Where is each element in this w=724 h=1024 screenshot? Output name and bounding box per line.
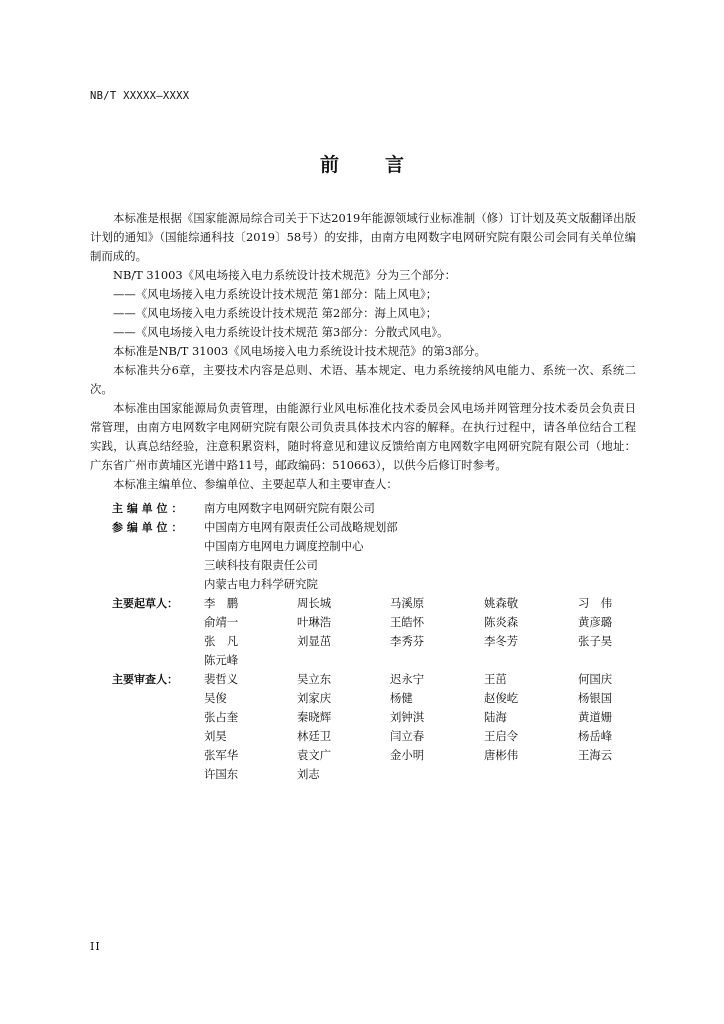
paragraph-contributors-intro: 本标准主编单位、参编单位、主要起草人和主要审查人： — [113, 477, 398, 491]
reviewer-name: 王启令 — [484, 729, 519, 743]
paragraph-part-1: ——《风电场接入电力系统设计技术规范 第1部分：陆上风电》； — [113, 287, 438, 301]
paragraph-basis: 本标准是根据《国家能源局综合司关于下达2019年能源领域行业标准制（修）订计划及英文版翻译出版计划的通知》（国能综通科技〔2019〕58号）的安排，由南方电网数字电网研究院有限公司会同有关单位编制而成的。 — [90, 211, 636, 263]
chief-unit-row — [112, 499, 642, 518]
paragraph-management: 本标准由国家能源局负责管理，由能源行业风电标准化技术委员会风电场并网管理分技术委员会负责日常管理，由南方电网数字电网研究院有限公司负责具体技术内容的解释。在执行过程中，请各单位结合工程实践，认真总结经验，注意积累资料，随时将意见和建议反馈给南方电网数字电网研究院有限公司（地址：广东省广州市黄埔区光谱中路11号，邮政编码：510663），以供今后修订时参考。 — [90, 401, 636, 472]
drafters-name-row — [204, 594, 644, 613]
page-title — [0, 150, 724, 177]
participating-units-label: 参 编 单 位 ： — [112, 521, 183, 534]
drafter-name: 王皓怀 — [390, 615, 425, 629]
reviewers-name-row — [204, 746, 644, 765]
paragraph-parts-intro: NB/T 31003《风电场接入电力系统设计技术规范》分为三个部分： — [113, 268, 457, 282]
drafter-name: 习 伟 — [578, 596, 613, 610]
paragraph-this-part: 本标准是NB/T 31003《风电场接入电力系统设计技术规范》的第3部分。 — [113, 344, 487, 358]
drafters-label: 主要起草人： — [112, 597, 178, 610]
participating-units-row — [112, 518, 642, 594]
foreword-body — [90, 209, 636, 494]
reviewer-name: 王海云 — [578, 748, 613, 762]
reviewer-name: 杨健 — [390, 691, 413, 705]
reviewer-name: 刘钟淇 — [390, 710, 425, 724]
drafter-name: 张子昊 — [578, 634, 613, 648]
reviewers-name-row — [204, 727, 644, 746]
reviewer-name: 刘志 — [297, 767, 320, 781]
reviewer-name: 王茁 — [484, 672, 507, 686]
drafter-name: 李秀芬 — [390, 634, 425, 648]
drafter-name: 马溪原 — [390, 596, 425, 610]
title-char-2: 言 — [385, 154, 405, 176]
reviewer-name: 金小明 — [390, 748, 425, 762]
drafter-name: 刘显茁 — [297, 634, 332, 648]
reviewer-name: 林廷卫 — [297, 729, 332, 743]
participating-unit: 中国南方电网电力调度控制中心 — [204, 539, 364, 553]
reviewer-name: 裴哲义 — [204, 672, 239, 686]
drafter-name: 李 鹏 — [204, 596, 239, 610]
participating-unit: 中国南方电网有限责任公司战略规划部 — [204, 520, 398, 534]
drafter-name: 叶琳浩 — [297, 615, 332, 629]
reviewer-name: 杨岳峰 — [578, 729, 613, 743]
reviewer-name: 刘昊 — [204, 729, 227, 743]
reviewer-name: 刘家庆 — [297, 691, 332, 705]
reviewers-name-row — [204, 689, 644, 708]
reviewer-name: 袁文广 — [297, 748, 332, 762]
chief-unit-value: 南方电网数字电网研究院有限公司 — [204, 501, 375, 515]
participating-unit: 三峡科技有限责任公司 — [204, 558, 318, 572]
reviewer-name: 闫立春 — [390, 729, 425, 743]
reviewers-list — [204, 670, 644, 784]
reviewer-name: 吴俊 — [204, 691, 227, 705]
participating-units-list — [204, 518, 644, 594]
drafters-list — [204, 594, 644, 670]
page-number: II — [90, 940, 101, 953]
drafter-name: 周长城 — [297, 596, 332, 610]
reviewers-row — [112, 670, 642, 784]
reviewers-name-row — [204, 708, 644, 727]
drafters-row — [112, 594, 642, 670]
reviewer-name: 迟永宁 — [390, 672, 425, 686]
drafters-name-row — [204, 632, 644, 651]
reviewer-name: 唐彬伟 — [484, 748, 519, 762]
paragraph-chapters: 本标准共分6章，主要技术内容是总则、术语、基本规定、电力系统接纳风电能力、系统一次、系统二次。 — [90, 363, 636, 396]
chief-unit-label: 主 编 单 位 ： — [112, 502, 183, 515]
document-code: NB/T XXXXX—XXXX — [90, 90, 190, 102]
drafter-name: 姚森敬 — [484, 596, 519, 610]
reviewer-name: 赵俊屹 — [484, 691, 519, 705]
reviewer-name: 吴立东 — [297, 672, 332, 686]
drafter-name: 俞靖一 — [204, 615, 239, 629]
participating-unit: 内蒙古电力科学研究院 — [204, 577, 318, 591]
drafter-name: 黄彦璐 — [578, 615, 613, 629]
reviewer-name: 黄道姗 — [578, 710, 613, 724]
drafter-name: 陈炎森 — [484, 615, 519, 629]
reviewer-name: 杨银国 — [578, 691, 613, 705]
reviewer-name: 何国庆 — [578, 672, 613, 686]
drafters-name-row — [204, 613, 644, 632]
reviewer-name: 张占奎 — [204, 710, 239, 724]
drafter-name: 陈元峰 — [204, 653, 239, 667]
reviewer-name: 许国东 — [204, 767, 239, 781]
drafter-name: 李冬芳 — [484, 634, 519, 648]
contributors-roster — [112, 499, 642, 784]
reviewers-name-row — [204, 670, 644, 689]
paragraph-part-2: ——《风电场接入电力系统设计技术规范 第2部分：海上风电》； — [113, 306, 438, 320]
reviewers-label: 主要审查人： — [112, 673, 178, 686]
reviewers-name-row — [204, 765, 644, 784]
paragraph-part-3: ——《风电场接入电力系统设计技术规范 第3部分：分散式风电》。 — [113, 325, 449, 339]
drafter-name: 张 凡 — [204, 634, 239, 648]
reviewer-name: 陆海 — [484, 710, 507, 724]
drafters-name-row — [204, 651, 644, 670]
title-char-1: 前 — [319, 154, 339, 176]
reviewer-name: 张军华 — [204, 748, 239, 762]
reviewer-name: 秦晓辉 — [297, 710, 332, 724]
